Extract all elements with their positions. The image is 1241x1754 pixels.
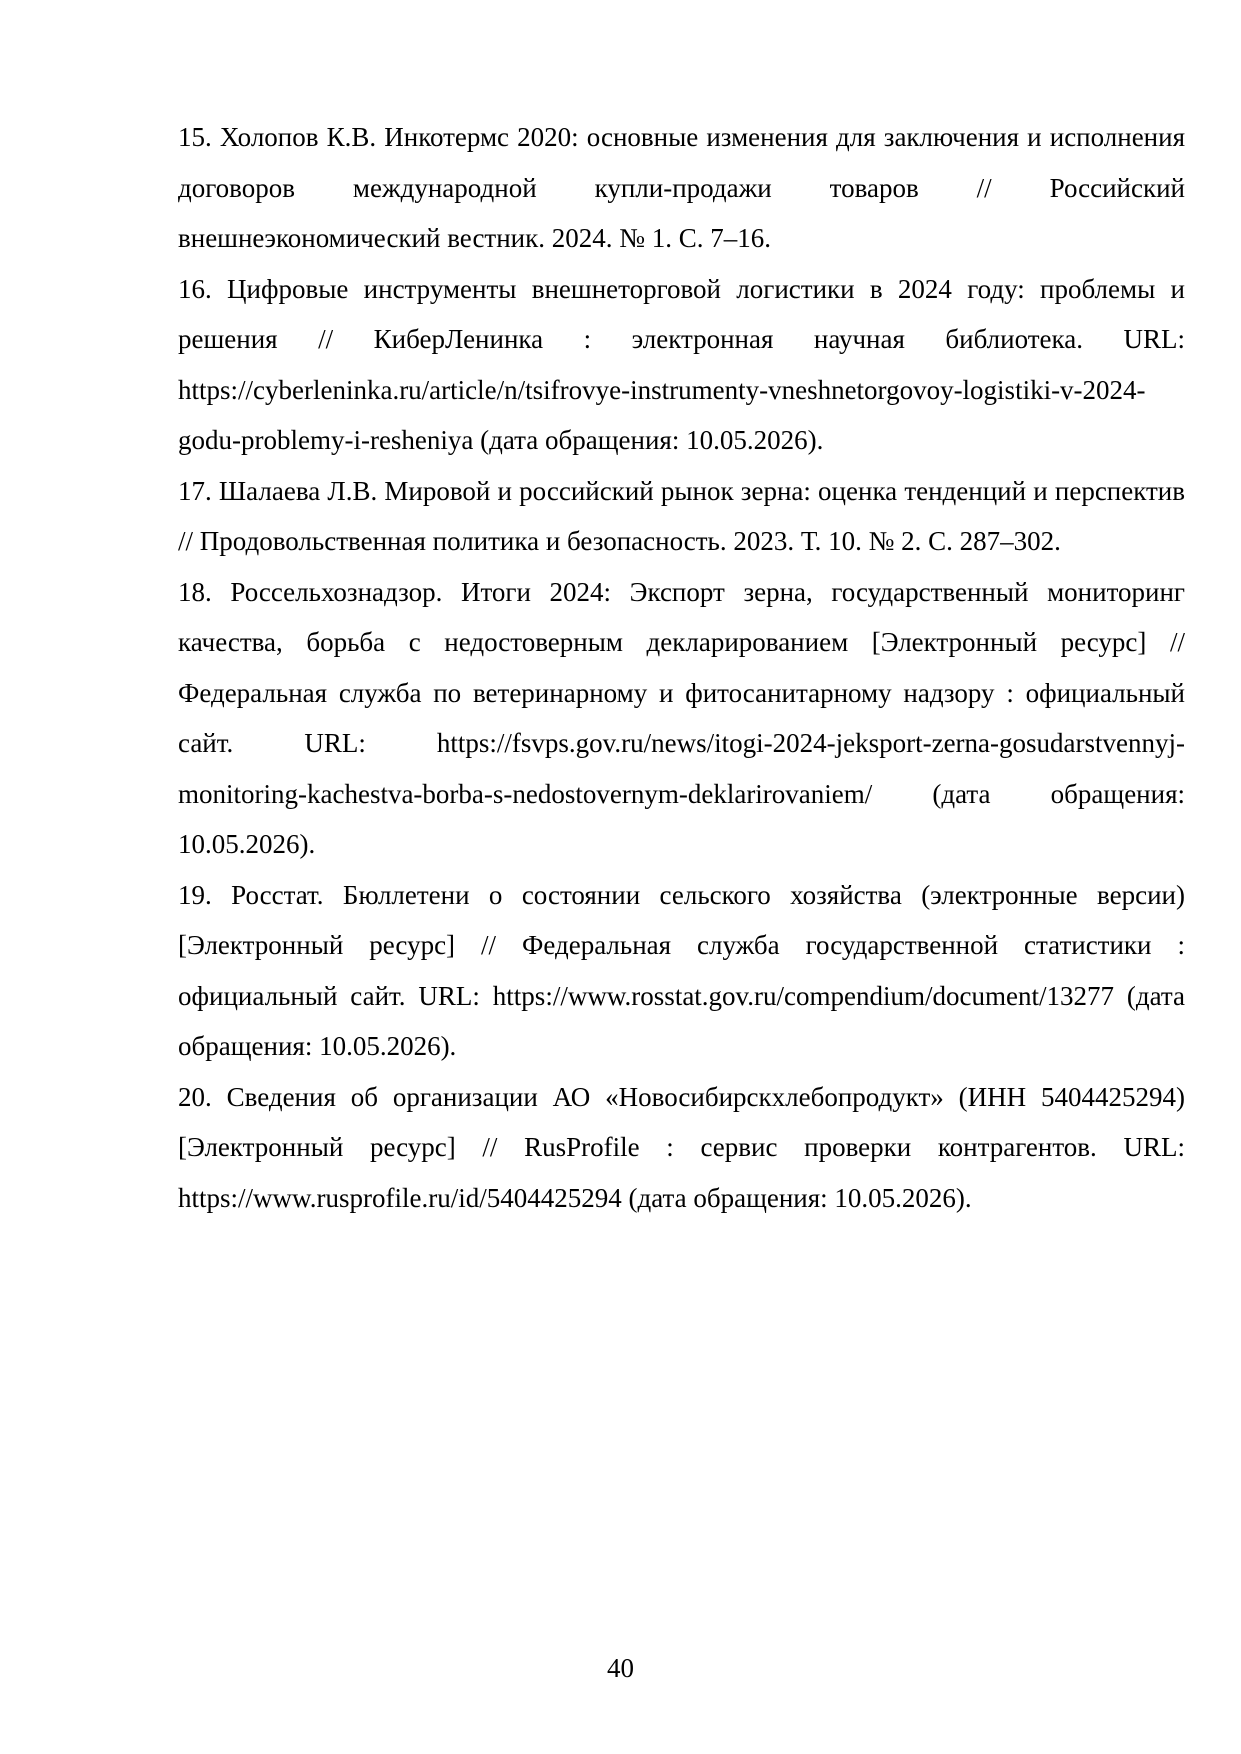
reference-entry-20: 20. Сведения об организации АО «Новосибирскхлебопродукт» (ИНН 5404425294) [Электронный ресурс] // RusProfile : сервис проверки контрагентов. URL: https://www.rusprofile.ru/id/5404425294 (дата обращения: 10.05.2026). <box>178 1081 1185 1213</box>
reference-entry-19: 19. Росстат. Бюллетени о состоянии сельского хозяйства (электронные версии) [Электронный ресурс] // Федеральная служба государственной статистики : официальный сайт. URL: https://www.rosstat.gov.ru/compendium/document/13277 (дата обращения: 10.05.2026). <box>178 879 1185 1061</box>
reference-entry-18: 18. Россельхознадзор. Итоги 2024: Экспорт зерна, государственный мониторинг качества, борьба с недостоверным декларированием [Электронный ресурс] // Федеральная служба по ветеринарному и фитосанитарному надзору : официальный сайт. URL: https://fsvps.gov.ru/news/itogi-2024-jeksport-zerna-gosudarstvennyj-monitoring-kachestva-borba-s-nedostovernym-deklarirovaniem/ (дата обращения: 10.05.2026). <box>178 576 1185 859</box>
reference-entry-17: 17. Шалаева Л.В. Мировой и российский рынок зерна: оценка тенденций и перспектив // Продовольственная политика и безопасность. 2023. Т. 10. № 2. С. 287–302. <box>178 475 1185 556</box>
reference-entry-15: 15. Холопов К.В. Инкотермс 2020: основные изменения для заключения и исполнения договоров международной купли-продажи товаров // Российский внешнеэкономический вестник. 2024. № 1. С. 7–16. <box>178 122 1185 253</box>
page-number: 40 <box>607 1653 634 1683</box>
reference-list <box>178 112 1185 1223</box>
reference-entry-16: 16. Цифровые инструменты внешнеторговой логистики в 2024 году: проблемы и решения // КиберЛенинка : электронная научная библиотека. URL: https://cyberleninka.ru/article/n/tsifrovye-instrumenty-vneshnetorgovoy-logistiki-v-2024-godu-problemy-i-resheniya (дата обращения: 10.05.2026). <box>178 273 1185 455</box>
